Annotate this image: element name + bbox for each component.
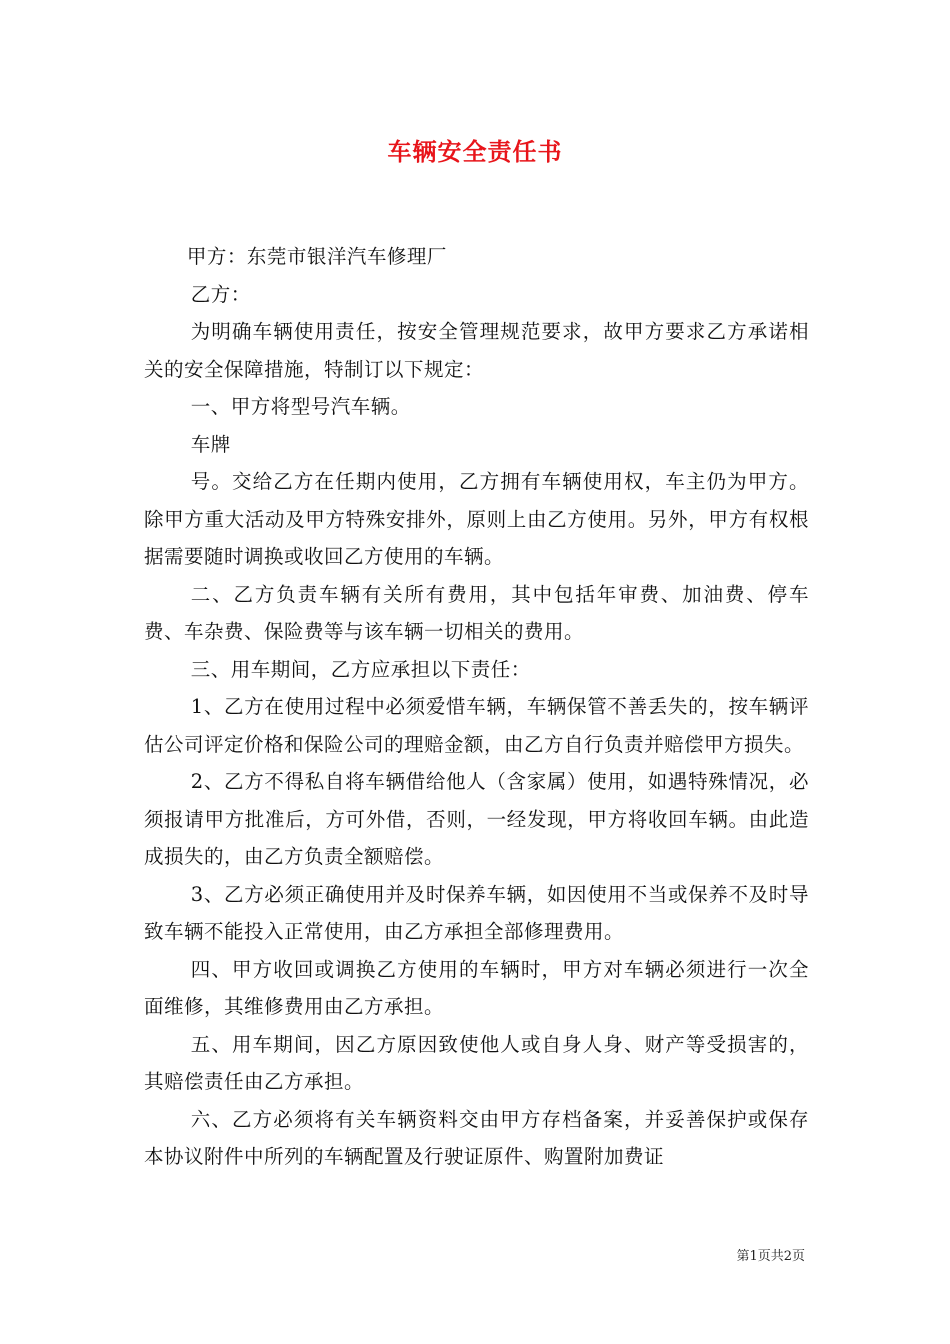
clause-1: 一、甲方将型号汽车辆。 — [190, 395, 411, 418]
document-body — [144, 238, 809, 1176]
clause-3: 三、用车期间，乙方应承担以下责任： — [190, 657, 531, 681]
clause-1-continued: 号。交给乙方在任期内使用，乙方拥有车辆使用权，车主仍为甲方。除甲方重大活动及甲方特殊安排外，原则上由乙方使用。另外，甲方有权根据需要随时调换或收回乙方使用的车辆。 — [144, 470, 809, 568]
document-title: 车辆安全责任书 — [387, 137, 563, 166]
clause-6: 六、乙方必须将有关车辆资料交由甲方存档备案，并妥善保护或保存本协议附件中所列的车辆配置及行驶证原件、购置附加费证 — [144, 1107, 809, 1168]
party-a-line: 甲方：东莞市银洋汽车修理厂 — [186, 245, 447, 268]
clause-5: 五、用车期间，因乙方原因致使他人或自身人身、财产等受损害的，其赔偿责任由乙方承担。 — [144, 1032, 809, 1093]
plate-label: 车牌 — [190, 432, 231, 456]
clause-4: 四、甲方收回或调换乙方使用的车辆时，甲方对车辆必须进行一次全面维修，其维修费用由乙方承担。 — [144, 957, 809, 1018]
page-number: 第1页共2页 — [736, 1249, 805, 1264]
intro-paragraph: 为明确车辆使用责任，按安全管理规范要求，故甲方要求乙方承诺相关的安全保障措施，特制订以下规定： — [144, 320, 809, 381]
party-b-line: 乙方： — [190, 282, 251, 306]
clause-2: 二、乙方负责车辆有关所有费用，其中包括年审费、加油费、停车费、车杂费、保险费等与该车辆一切相关的费用。 — [144, 582, 809, 643]
clause-3-item-3: 3、乙方必须正确使用并及时保养车辆，如因使用不当或保养不及时导致车辆不能投入正常使用，由乙方承担全部修理费用。 — [144, 882, 809, 943]
clause-3-item-1: 1、乙方在使用过程中必须爱惜车辆，车辆保管不善丢失的，按车辆评估公司评定价格和保险公司的理赔金额，由乙方自行负责并赔偿甲方损失。 — [144, 695, 809, 756]
clause-3-item-2: 2、乙方不得私自将车辆借给他人（含家属）使用，如遇特殊情况，必须报请甲方批准后，方可外借，否则，一经发现，甲方将收回车辆。由此造成损失的，由乙方负责全额赔偿。 — [144, 770, 809, 868]
